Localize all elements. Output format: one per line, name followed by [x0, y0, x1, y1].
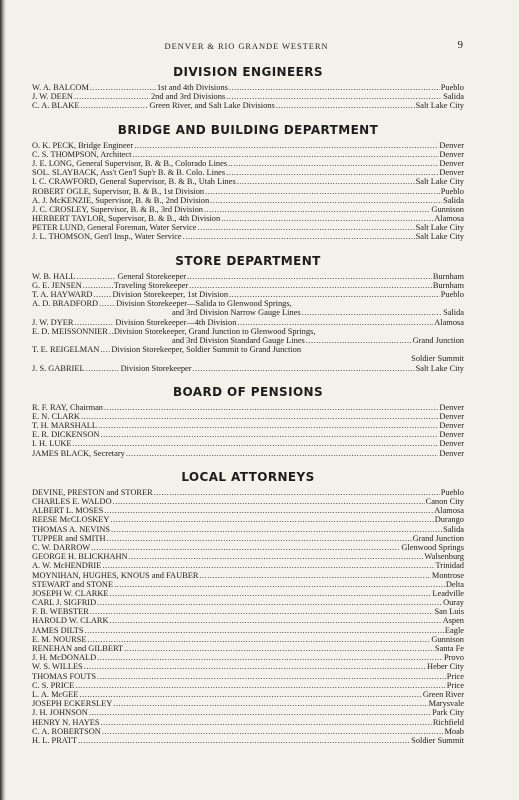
list-item	[32, 662, 464, 671]
leader-dots	[104, 403, 438, 412]
entry-location: Salida	[443, 524, 464, 534]
entry-location: Gunnison	[431, 634, 464, 644]
list-item	[32, 699, 464, 708]
leader-dots	[100, 345, 110, 354]
list-item	[32, 150, 464, 159]
entry-location: Price	[446, 671, 464, 681]
entry-name: J. W. DYER	[32, 317, 74, 327]
entry-name: CHARLES E. WALDO	[32, 497, 112, 506]
list-item	[32, 497, 464, 506]
section-title: BOARD OF PENSIONS	[172, 384, 324, 399]
entry-name: J. S. GABRIEL	[32, 363, 85, 373]
entry-name: TUPPER and SMITH	[32, 533, 106, 543]
entry-name: STEWART and STONE	[32, 579, 114, 589]
leader-dots	[237, 177, 415, 186]
list-item	[32, 580, 464, 589]
list-item	[32, 607, 464, 616]
entry-name: J. C. CROSLEY, Supervisor, B. & B., 3rd Division	[32, 204, 203, 214]
entry-name: T. H. MARSHALL	[32, 421, 97, 431]
store-department-section	[32, 253, 464, 373]
entry-location: Denver	[439, 439, 464, 449]
entry-location: Eagle	[444, 625, 464, 635]
entry-location: San Luis	[434, 607, 464, 617]
list-item	[32, 318, 464, 327]
entry-location: Heber City	[427, 662, 464, 672]
entry-name: HENRY N. HAYES	[32, 717, 100, 727]
entry-location: Delta	[445, 579, 464, 589]
entry-name: ALBERT L. MOSES	[32, 506, 104, 516]
leader-dots	[109, 327, 113, 336]
entry-name: E. N. CLARK	[32, 411, 80, 421]
leader-dots	[129, 552, 424, 561]
leader-dots	[101, 718, 432, 727]
leader-dots	[97, 672, 446, 681]
list-item	[32, 736, 464, 745]
leader-dots	[189, 281, 432, 290]
list-item	[32, 177, 464, 186]
entry-name: C. A. ROBERTSON	[32, 726, 101, 736]
entry-location: Denver	[439, 402, 464, 412]
section-title: STORE DEPARTMENT	[175, 253, 321, 268]
entry-location: Pueblo	[440, 83, 464, 92]
page-edge-shadow	[0, 0, 6, 800]
leader-dots	[83, 281, 113, 290]
leader-dots	[124, 644, 434, 653]
list-item	[32, 159, 464, 168]
leader-dots	[80, 690, 422, 699]
list-item-continuation	[32, 336, 464, 345]
leader-dots	[100, 430, 438, 439]
entry-location: Denver	[439, 448, 464, 458]
list-item	[32, 681, 464, 690]
entry-location: Montrose	[431, 570, 464, 580]
board-of-pensions-section	[32, 384, 464, 458]
entry-location: Ouray	[443, 598, 464, 608]
entry-location: Pueblo	[440, 290, 464, 299]
entry-name: A. J. McKENZIE, Supervisor, B. & B., 2nd Division	[32, 195, 210, 205]
entry-location: Canon City	[425, 497, 464, 506]
list-item	[32, 168, 464, 177]
entry-name: SOL. SLAYBACK, Ass't Gen'l Sup'r B. & B. Colo. Lines	[32, 168, 226, 178]
leader-dots	[302, 308, 442, 317]
list-item	[32, 421, 464, 430]
entry-location: Soldier Summit	[411, 735, 464, 745]
entry-location: Moab	[444, 726, 464, 736]
list-item	[32, 589, 464, 598]
leader-dots	[84, 662, 426, 671]
entry-location: Denver	[439, 430, 464, 440]
list-item	[32, 561, 464, 570]
list-item	[32, 92, 464, 101]
leader-dots	[90, 607, 434, 616]
leader-dots	[193, 364, 415, 373]
entry-description: Division Storekeeper—Salida to Glenwood Springs,	[116, 299, 292, 309]
list-item	[32, 653, 464, 662]
entry-name: J. H. McDONALD	[32, 653, 97, 663]
leader-dots	[228, 159, 438, 168]
entry-location: Glenwood Springs	[401, 542, 464, 552]
entry-description: Division Storekeeper	[120, 363, 192, 373]
entry-name: H. L. PRATT	[32, 735, 78, 745]
entry-description: Division Storekeeper, Soldier Summit to Grand Junction	[111, 345, 302, 355]
list-item	[32, 506, 464, 515]
leader-dots	[89, 708, 431, 717]
running-head	[30, 41, 463, 53]
entry-name: PETER LUND, General Foreman, Water Service	[32, 223, 197, 233]
list-item	[32, 83, 464, 92]
entry-name: JAMES BLACK, Secretary	[32, 448, 125, 458]
list-item	[32, 223, 464, 232]
bridge-building-section	[32, 122, 464, 242]
entry-location: Denver	[439, 411, 464, 421]
list-item	[32, 232, 464, 241]
leader-dots	[154, 488, 440, 497]
entry-location: Alamosa	[434, 506, 464, 516]
entry-name: JOSEPH ECKERSLEY	[32, 699, 113, 709]
entry-name: J. W. DEEN	[32, 92, 73, 102]
list-item	[32, 403, 464, 412]
list-item	[32, 571, 464, 580]
leader-dots	[187, 272, 432, 281]
entry-name: RENEHAN and GILBERT	[32, 644, 124, 653]
entry-location: Provo	[443, 653, 464, 663]
entry-location: Trinidad	[435, 561, 464, 571]
entry-name: J. E. LONG, General Supervisor, B. & B., Colorado Lines	[32, 158, 228, 168]
leader-dots	[98, 421, 438, 430]
leader-dots	[91, 543, 400, 552]
entry-location: Salida	[443, 195, 464, 205]
entry-location: Alamosa	[434, 214, 464, 224]
entry-location: Salida	[443, 308, 464, 318]
leader-dots	[132, 150, 438, 159]
entry-name: W. B. HALL	[32, 271, 76, 281]
list-item	[32, 101, 464, 110]
leader-dots	[226, 168, 438, 177]
leader-dots	[134, 141, 438, 150]
list-item	[32, 187, 464, 196]
list-item	[32, 616, 464, 625]
entry-name: G. E. JENSEN	[32, 280, 82, 290]
entry-name: O. K. PECK, Bridge Engineer	[32, 140, 134, 150]
entry-location: Burnham	[432, 280, 464, 290]
entry-location: Salt Lake City	[415, 177, 464, 187]
leader-dots	[229, 290, 440, 299]
entry-name: JOSEPH W. CLARKE	[32, 588, 109, 598]
entry-name: I. H. LUKE	[32, 439, 72, 449]
entry-name: GEORGE H. BLICKHAHN	[32, 552, 128, 562]
entry-location: Green River	[422, 689, 464, 699]
list-item	[32, 708, 464, 717]
leader-dots	[80, 101, 148, 110]
leader-dots	[97, 653, 443, 662]
entry-location: Denver	[439, 149, 464, 159]
entry-name: C. S. THOMPSON, Architect	[32, 149, 132, 159]
list-item	[32, 635, 464, 644]
entry-name: T. E. REIGELMAN	[32, 345, 100, 355]
entry-location: Denver	[439, 140, 464, 150]
running-head-title: DENVER & RIO GRANDE WESTERN	[164, 41, 329, 51]
list-item	[32, 598, 464, 607]
list-item	[32, 290, 464, 299]
entry-name: E. M. NOURSE	[32, 634, 87, 644]
list-item	[32, 281, 464, 290]
entry-location: Park City	[432, 708, 464, 718]
list-item	[32, 439, 464, 448]
bridge-building-list	[32, 141, 464, 242]
section-title: DIVISION ENGINEERS	[173, 65, 323, 79]
entry-description: Division Storekeeper—4th Division	[115, 317, 237, 327]
list-item	[32, 327, 464, 336]
entry-name: C. A. BLAKE	[32, 101, 80, 111]
list-item	[32, 626, 464, 635]
entry-location: Denver	[439, 421, 464, 431]
leader-dots	[85, 626, 444, 635]
entry-name: A. D. BRADFORD	[32, 299, 99, 309]
entry-location: Gunnison	[431, 204, 464, 214]
leader-dots	[73, 439, 439, 448]
entry-name: R. F. RAY, Chairman	[32, 402, 103, 412]
leader-dots	[87, 635, 430, 644]
list-item	[32, 364, 464, 373]
entry-location: Salt Lake City	[415, 101, 464, 111]
entry-name: W. A. BALCOM	[32, 83, 89, 92]
section-title: LOCAL ATTORNEYS	[181, 469, 315, 484]
list-item	[32, 525, 464, 534]
entry-name: HAROLD W. CLARK	[32, 616, 109, 626]
list-item	[32, 515, 464, 524]
list-item	[32, 272, 464, 281]
list-item	[32, 690, 464, 699]
entry-location: Salt Lake City	[415, 363, 464, 373]
local-attorneys-list	[32, 488, 464, 745]
leader-dots	[198, 223, 415, 232]
leader-dots	[76, 272, 116, 281]
list-item	[32, 205, 464, 214]
leader-dots	[86, 364, 120, 373]
local-attorneys-section	[32, 469, 464, 745]
entry-name: I. C. CRAWFORD, General Supervisor, B. & B., Utah Lines	[32, 177, 236, 187]
entry-location: Walsenburg	[424, 552, 464, 562]
list-item-continuation	[32, 354, 464, 363]
list-item	[32, 196, 464, 205]
store-department-list	[32, 272, 464, 373]
page-content	[32, 64, 464, 756]
entry-location: Denver	[439, 158, 464, 168]
list-item	[32, 543, 464, 552]
leader-dots	[199, 571, 430, 580]
leader-dots	[102, 561, 434, 570]
list-item	[32, 672, 464, 681]
entry-name: F. B. WEBSTER	[32, 607, 89, 617]
leader-dots	[110, 515, 433, 524]
leader-dots	[104, 506, 433, 515]
entry-location: Durango	[434, 515, 464, 525]
list-item	[32, 718, 464, 727]
list-item	[32, 345, 464, 354]
entry-description: Green River, and Salt Lake Divisions	[149, 101, 275, 111]
entry-location: Santa Fe	[434, 644, 464, 653]
leader-dots	[221, 214, 433, 223]
entry-name: JAMES DILTS	[32, 625, 84, 635]
entry-description: Division Storekeeper, Grand Junction to Glenwood Springs,	[113, 326, 316, 336]
list-item	[32, 534, 464, 543]
entry-name: J. L. THOMSON, Gen'l Insp., Water Service	[32, 232, 182, 242]
entry-name: W. S. WILLES	[32, 662, 83, 672]
entry-name: E. D. MEISSONNIER	[32, 326, 108, 336]
entry-location: Leadville	[432, 588, 464, 598]
leader-dots	[126, 449, 439, 458]
list-item-continuation	[32, 308, 464, 317]
leader-dots	[75, 681, 445, 690]
leader-dots	[183, 232, 415, 241]
leader-dots	[114, 580, 445, 589]
entry-location: Burnham	[432, 271, 464, 281]
entry-name: C. S. PRICE	[32, 680, 75, 690]
leader-dots	[113, 497, 425, 506]
leader-dots	[229, 83, 440, 92]
entry-name: C. W. DARROW	[32, 542, 91, 552]
leader-dots	[111, 525, 442, 534]
leader-dots	[94, 290, 112, 299]
entry-name: J. H. JOHNSON	[32, 708, 88, 718]
list-item	[32, 488, 464, 497]
list-item	[32, 141, 464, 150]
entry-name: CARL J. SIGFRID	[32, 598, 97, 608]
page-number: 9	[457, 39, 463, 51]
leader-dots	[237, 318, 433, 327]
entry-location: Richfield	[432, 717, 464, 727]
entry-location: Soldier Summit	[411, 354, 464, 364]
list-item	[32, 449, 464, 458]
entry-description: 1st and 4th Divisions	[156, 83, 228, 92]
entry-location: Denver	[439, 168, 464, 178]
leader-dots	[204, 205, 430, 214]
entry-name: REESE McCLOSKEY	[32, 515, 110, 525]
entry-name: THOMAS A. NEVINS	[32, 524, 110, 534]
entry-description: 2nd and 3rd Divisions	[150, 92, 226, 102]
entry-description-continued: and 3rd Division Narrow Gauge Lines	[172, 308, 301, 318]
leader-dots	[110, 589, 432, 598]
entry-name: T. A. HAYWARD	[32, 290, 93, 299]
entry-location: Grand Junction	[412, 335, 464, 345]
leader-dots	[81, 412, 438, 421]
entry-location: Marysvale	[428, 699, 464, 709]
list-item	[32, 552, 464, 561]
leader-dots	[110, 616, 442, 625]
leader-dots	[74, 318, 114, 327]
entry-location: Price	[446, 680, 464, 690]
entry-name: E. R. DICKENSON	[32, 430, 100, 440]
entry-name: A. W. McHENDRIE	[32, 561, 102, 571]
leader-dots	[99, 299, 115, 308]
entry-location: Pueblo	[440, 186, 464, 196]
board-of-pensions-list	[32, 403, 464, 458]
entry-description: Division Storekeeper, 1st Division	[112, 290, 229, 299]
list-item	[32, 727, 464, 736]
leader-dots	[102, 727, 444, 736]
list-item	[32, 214, 464, 223]
list-item	[32, 644, 464, 653]
entry-location: Grand Junction	[412, 533, 464, 543]
leader-dots	[205, 187, 440, 196]
entry-name: HERBERT TAYLOR, Supervisor, B. & B., 4th Division	[32, 214, 221, 224]
entry-location: Salt Lake City	[415, 232, 464, 242]
entry-location: Salt Lake City	[415, 223, 464, 233]
entry-location: Pueblo	[440, 487, 464, 497]
entry-name: MOYNIHAN, HUGHES, KNOUS and FAUBER	[32, 570, 199, 580]
list-item	[32, 412, 464, 421]
leader-dots	[306, 336, 412, 345]
entry-name: ROBERT OGLE, Supervisor, B. & B., 1st Division	[32, 186, 205, 196]
entry-description: General Storekeeper	[117, 271, 187, 281]
entry-name: L. A. McGEE	[32, 689, 79, 699]
entry-description-continued: and 3rd Division Standard Gauge Lines	[172, 335, 305, 345]
leader-dots	[90, 83, 156, 92]
list-item	[32, 430, 464, 439]
division-engineers-section	[32, 64, 464, 111]
leader-dots	[107, 534, 412, 543]
entry-location: Salida	[443, 92, 464, 102]
entry-location: Aspen	[442, 616, 464, 626]
entry-location: Alamosa	[434, 317, 464, 327]
leader-dots	[97, 598, 442, 607]
list-item	[32, 299, 464, 308]
division-engineers-list	[32, 83, 464, 111]
leader-dots	[74, 92, 150, 101]
entry-name: DEVINE, PRESTON and STORER	[32, 487, 153, 497]
section-title: BRIDGE AND BUILDING DEPARTMENT	[117, 122, 379, 137]
entry-name: THOMAS FOUTS	[32, 671, 96, 681]
leader-dots	[78, 736, 410, 745]
leader-dots	[210, 196, 442, 205]
leader-dots	[226, 92, 442, 101]
entry-description: Traveling Storekeeper	[113, 280, 189, 290]
leader-dots	[113, 699, 427, 708]
leader-dots	[276, 101, 415, 110]
